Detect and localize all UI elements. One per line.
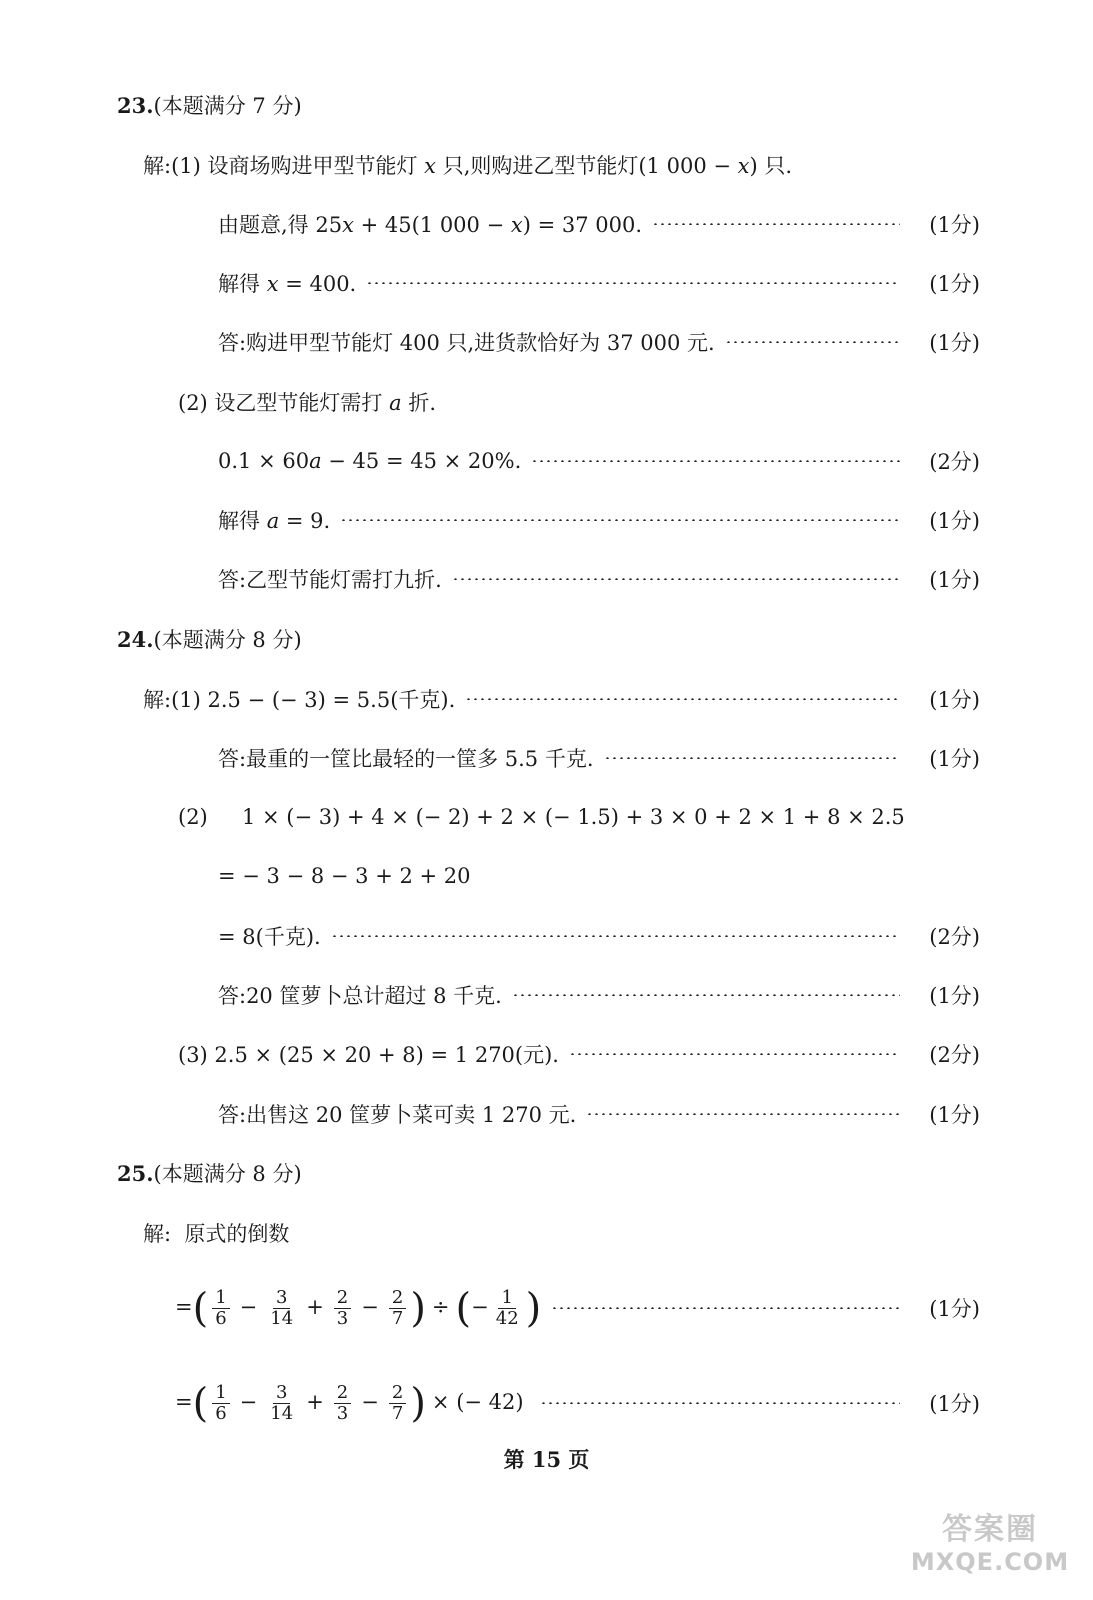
q23-part2-intro-text: (2) 设乙型节能灯需打 a 折. <box>178 391 436 415</box>
q23-solution2 <box>0 504 1093 536</box>
score-label: (2分) <box>929 450 980 474</box>
dot-leader <box>604 757 901 759</box>
page-number: 第 15 页 <box>503 1447 590 1472</box>
score-label: (1分) <box>929 509 980 533</box>
q23-answer1-text: 答:购进甲型节能灯 400 只,进货款恰好为 37 000 元. <box>218 331 715 355</box>
q23-equation2-text: 0.1 × 60a − 45 = 45 × 20%. <box>218 449 522 473</box>
q23-equation-text: 由题意,得 25x + 45(1 000 − x) = 37 000. <box>218 213 642 237</box>
dot-leader <box>551 1307 900 1309</box>
q23-number: 23. <box>117 92 154 118</box>
q24-heading <box>0 623 1093 655</box>
q25-line2 <box>0 1379 1093 1427</box>
q23-solution2-text: 解得 a = 9. <box>218 509 331 533</box>
q24-part2-result <box>0 920 1093 952</box>
q25-number: 25. <box>117 1160 154 1186</box>
q25-line1 <box>0 1284 1093 1332</box>
q24-answer2 <box>0 979 1093 1011</box>
q24-part3-text: (3) 2.5 × (25 × 20 + 8) = 1 270(元). <box>178 1043 559 1067</box>
q23-part2-intro <box>0 386 1093 418</box>
q24-answer1 <box>0 742 1093 774</box>
score-label: (1分) <box>929 1103 980 1127</box>
dot-leader <box>512 994 900 996</box>
fraction: $\frac{3}{14}$ <box>270 1286 294 1329</box>
fraction: $\frac{2}{3}$ <box>334 1288 351 1329</box>
score-label: (1分) <box>929 1297 980 1321</box>
q24-number: 24. <box>117 626 154 652</box>
q25-line2-expression: =( $\frac{1}{6}$ − $\frac{3}{14}$ + $\frac{2}{3}$ − $\frac{2}{7}$ ) × (− 42) <box>175 1380 524 1426</box>
dot-leader <box>569 1053 900 1055</box>
dot-leader <box>531 460 900 462</box>
q25-line1-expression: =( $\frac{1}{6}$ − $\frac{3}{14}$ + $\frac{2}{3}$ − $\frac{2}{7}$ ) ÷ (− $\frac{1}{42}$ ) <box>175 1285 542 1331</box>
watermark-text: 答案圈 <box>942 1512 1038 1547</box>
q25-points: (本题满分 8 分) <box>153 1162 302 1186</box>
score-label: (1分) <box>929 747 980 771</box>
q23-points: (本题满分 7 分) <box>153 94 302 118</box>
q24-part2-step-text: = − 3 − 8 − 3 + 2 + 20 <box>218 864 471 888</box>
fraction: $\frac{1}{6}$ <box>212 1383 229 1424</box>
score-label: (1分) <box>929 272 980 296</box>
q23-part1-intro-text: 解:(1) 设商场购进甲型节能灯 x 只,则购进乙型节能灯(1 000 − x) 只. <box>143 154 793 178</box>
fraction: $\frac{1}{6}$ <box>212 1288 229 1329</box>
score-label: (2分) <box>929 1043 980 1067</box>
q23-part1-intro <box>0 149 1093 181</box>
watermark-logo <box>900 1490 1080 1590</box>
dot-leader <box>452 578 900 580</box>
q23-answer2 <box>0 563 1093 595</box>
dot-leader <box>725 341 900 343</box>
score-label: (2分) <box>929 925 980 949</box>
score-label: (1分) <box>929 1392 980 1416</box>
q24-answer1-text: 答:最重的一筐比最轻的一筐多 5.5 千克. <box>218 747 594 771</box>
dot-leader <box>586 1113 900 1115</box>
score-label: (1分) <box>929 568 980 592</box>
q24-answer3-text: 答:出售这 20 筐萝卜菜可卖 1 270 元. <box>218 1103 577 1127</box>
q23-answer1 <box>0 326 1093 358</box>
q23-solution-text: 解得 x = 400. <box>218 272 357 296</box>
q25-heading <box>0 1157 1093 1189</box>
q24-answer3 <box>0 1098 1093 1130</box>
score-label: (1分) <box>929 688 980 712</box>
dot-leader <box>465 698 900 700</box>
score-label: (1分) <box>929 984 980 1008</box>
q23-solution <box>0 267 1093 299</box>
q24-part3 <box>0 1038 1093 1070</box>
score-label: (1分) <box>929 331 980 355</box>
fraction: $\frac{2}{7}$ <box>389 1383 406 1424</box>
dot-leader <box>540 1402 900 1404</box>
fraction: $\frac{1}{42}$ <box>495 1286 519 1329</box>
dot-leader <box>366 282 900 284</box>
dot-leader <box>331 935 900 937</box>
q24-part2-step <box>0 860 1093 892</box>
q24-part2-expression <box>0 801 1093 833</box>
watermark-url: MXQE.COM <box>910 1548 1070 1576</box>
q25-intro-text: 解: 原式的倒数 <box>143 1222 290 1246</box>
q24-part2-label: (2) <box>178 805 208 829</box>
q23-answer2-text: 答:乙型节能灯需打九折. <box>218 568 442 592</box>
q24-part1 <box>0 683 1093 715</box>
q24-part1-text: 解:(1) 2.5 − (− 3) = 5.5(千克). <box>143 688 456 712</box>
fraction: $\frac{2}{7}$ <box>389 1288 406 1329</box>
q24-part2-result-text: = 8(千克). <box>218 925 321 949</box>
q23-heading <box>0 89 1093 121</box>
q25-intro <box>0 1217 1093 1249</box>
q24-points: (本题满分 8 分) <box>153 628 302 652</box>
q23-equation2 <box>0 445 1093 477</box>
dot-leader <box>652 223 900 225</box>
q24-answer2-text: 答:20 筐萝卜总计超过 8 千克. <box>218 984 502 1008</box>
dot-leader <box>340 519 900 521</box>
fraction: $\frac{3}{14}$ <box>270 1381 294 1424</box>
score-label: (1分) <box>929 213 980 237</box>
q24-part2-expression-text: 1 × (− 3) + 4 × (− 2) + 2 × (− 1.5) + 3 × 0 + 2 × 1 + 8 × 2.5 <box>242 805 905 829</box>
q23-equation <box>0 208 1093 240</box>
fraction: $\frac{2}{3}$ <box>334 1383 351 1424</box>
